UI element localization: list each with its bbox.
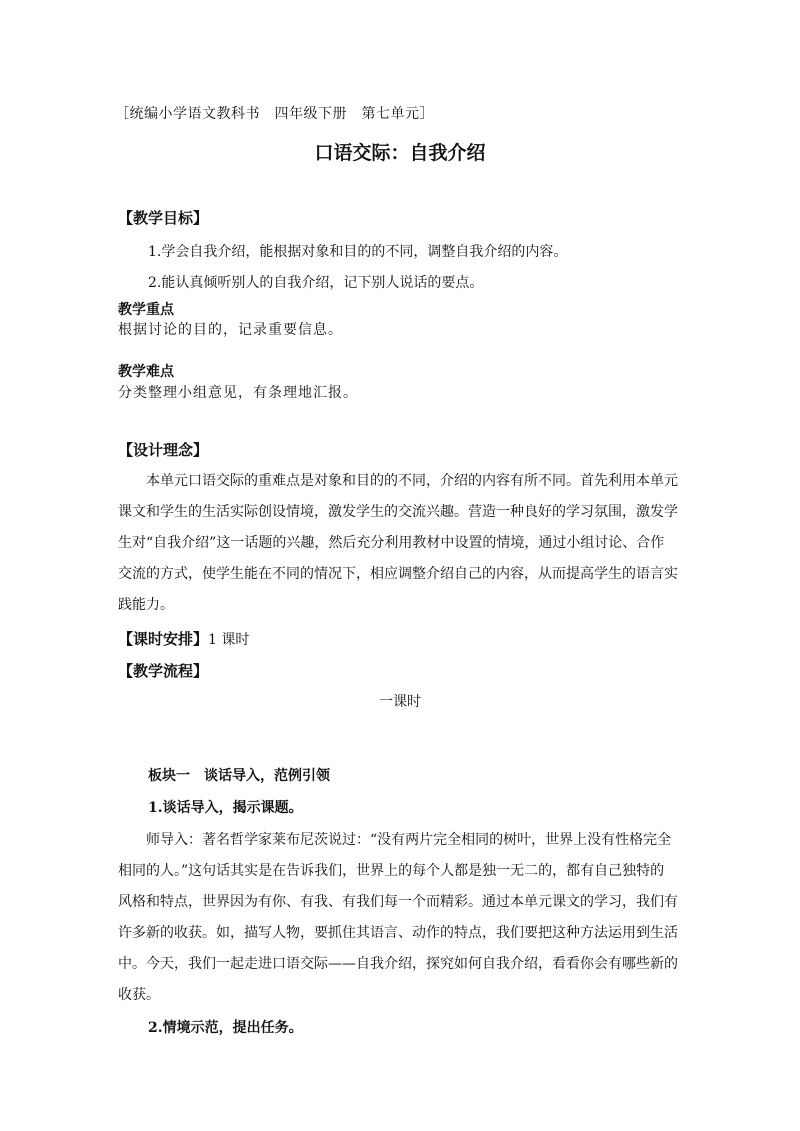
step-heading: 1.谈话导入，揭示课题。 (148, 800, 303, 816)
key-points-text: 根据讨论的目的，记录重要信息。 (118, 322, 343, 338)
design-line: 交流的方式，使学生能在不同的情况下，相应调整介绍自己的内容，从而提高学生的语言实 (118, 566, 678, 582)
step-line: 中。今天，我们一起走进口语交际——自我介绍，探究如何自我介绍，看看你会有哪些新的 (118, 956, 678, 972)
difficulties-heading: 教学难点 (118, 364, 174, 380)
textbook-header: ［统编小学语文教科书 四年级下册 第七单元］ (115, 106, 434, 122)
schedule-heading: 【课时安排】 (118, 630, 209, 648)
difficulties-text: 分类整理小组意见，有条理地汇报。 (118, 385, 358, 401)
step-line: 师导入：著名哲学家莱布尼茨说过：“没有两片完全相同的树叶，世界上没有性格完全 (146, 832, 672, 848)
process-heading: 【教学流程】 (118, 662, 209, 680)
design-line: 本单元口语交际的重难点是对象和目的的不同，介绍的内容有所不同。首先利用本单元 (146, 473, 678, 489)
design-line: 课文和学生的生活实际创设情境，激发学生的交流兴趣。营造一种良好的学习氛围，激发学 (118, 504, 678, 520)
schedule-row (118, 628, 249, 649)
goal-item: 2.能认真倾听别人的自我介绍，记下别人说话的要点。 (148, 275, 484, 291)
design-heading: 【设计理念】 (118, 441, 209, 459)
step-heading: 2.情境示范，提出任务。 (148, 1020, 303, 1036)
design-line: 生对“自我介绍”这一话题的兴趣，然后充分利用教材中设置的情境，通过小组讨论、合作 (118, 535, 665, 551)
lesson-label: 一课时 (379, 694, 421, 710)
step-line: 相同的人。”这句话其实是在告诉我们，世界上的每个人都是独一无二的，都有自己独特的 (118, 863, 665, 879)
page-title: 口语交际：自我介绍 (314, 142, 486, 164)
step-line: 风格和特点，世界因为有你、有我、有我们每一个而精彩。通过本单元课文的学习，我们有 (118, 894, 678, 910)
step-line: 收获。 (118, 987, 160, 1003)
design-line: 践能力。 (118, 597, 174, 613)
block-title: 板块一 谈话导入，范例引领 (148, 768, 330, 784)
key-points-heading: 教学重点 (118, 302, 174, 318)
schedule-value: 1 课时 (208, 632, 250, 648)
goal-item: 1.学会自我介绍，能根据对象和目的的不同，调整自我介绍的内容。 (148, 244, 568, 260)
step-line: 许多新的收获。如，描写人物，要抓住其语言、动作的特点，我们要把这种方法运用到生活 (118, 925, 678, 941)
goals-heading: 【教学目标】 (118, 209, 209, 227)
